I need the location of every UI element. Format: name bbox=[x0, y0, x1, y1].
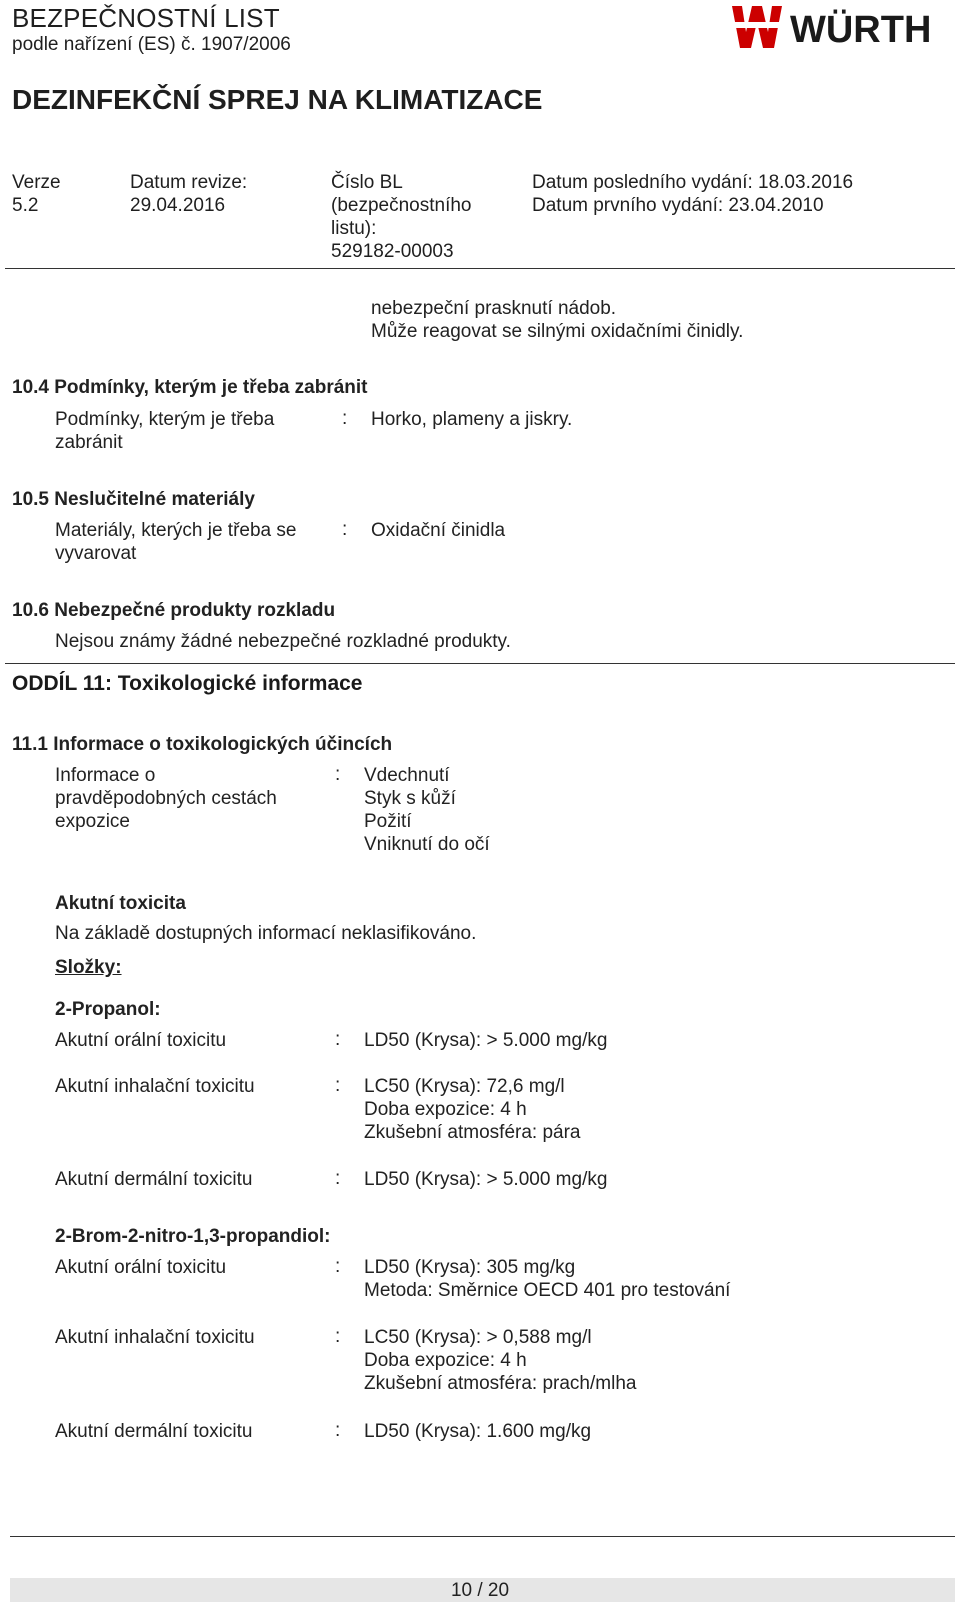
continued-text-line-2: Může reagovat se silnými oxidačními činidly. bbox=[371, 321, 744, 342]
page-number: 10 / 20 bbox=[450, 1580, 510, 1601]
exposure-route: Vdechnutí bbox=[364, 765, 450, 786]
dermal-toxicity-value: LD50 (Krysa): > 5.000 mg/kg bbox=[364, 1169, 608, 1190]
component-name: 2-Brom-2-nitro-1,3-propandiol: bbox=[55, 1226, 331, 1247]
exposure-label-line-3: expozice bbox=[55, 811, 130, 832]
conditions-label-line-1: Podmínky, kterým je třeba bbox=[55, 409, 275, 430]
dermal-toxicity-label: Akutní dermální toxicitu bbox=[55, 1421, 253, 1442]
oral-toxicity-label: Akutní orální toxicitu bbox=[55, 1257, 227, 1278]
exposure-time: Doba expozice: 4 h bbox=[364, 1099, 527, 1120]
dermal-toxicity-label: Akutní dermální toxicitu bbox=[55, 1169, 253, 1190]
exposure-time: Doba expozice: 4 h bbox=[364, 1350, 527, 1371]
section-11-heading: ODDÍL 11: Toxikologické informace bbox=[12, 672, 363, 695]
version-value: 5.2 bbox=[12, 195, 39, 216]
section-11-1-heading: 11.1 Informace o toxikologických účincích bbox=[12, 734, 393, 755]
field-colon: : bbox=[342, 408, 348, 429]
conditions-label-line-2: zabránit bbox=[55, 432, 123, 453]
field-colon: : bbox=[335, 1029, 341, 1050]
field-colon: : bbox=[335, 1326, 341, 1347]
field-colon: : bbox=[335, 1256, 341, 1277]
oral-toxicity-value: LD50 (Krysa): > 5.000 mg/kg bbox=[364, 1030, 608, 1051]
field-colon: : bbox=[335, 764, 341, 785]
dermal-toxicity-value: LD50 (Krysa): 1.600 mg/kg bbox=[364, 1421, 592, 1442]
section-10-6-heading: 10.6 Nebezpečné produkty rozkladu bbox=[12, 600, 336, 621]
section-divider bbox=[5, 663, 955, 664]
test-atmosphere: Zkušební atmosféra: pára bbox=[364, 1122, 581, 1143]
exposure-label-line-1: Informace o bbox=[55, 765, 156, 786]
component-name: 2-Propanol: bbox=[55, 999, 161, 1020]
oral-toxicity-value: LD50 (Krysa): 305 mg/kg bbox=[364, 1257, 576, 1278]
product-name: DEZINFEKČNÍ SPREJ NA KLIMATIZACE bbox=[12, 84, 543, 115]
exposure-label-line-2: pravděpodobných cestách bbox=[55, 788, 277, 809]
section-10-4-heading: 10.4 Podmínky, kterým je třeba zabránit bbox=[12, 377, 368, 398]
components-label: Složky: bbox=[55, 957, 122, 978]
materials-label-line-2: vyvarovat bbox=[55, 543, 137, 564]
revision-label: Datum revize: bbox=[130, 172, 248, 193]
document-subtitle: podle nařízení (ES) č. 1907/2006 bbox=[12, 34, 291, 55]
acute-toxicity-text: Na základě dostupných informací neklasifikováno. bbox=[55, 923, 477, 944]
decomposition-text: Nejsou známy žádné nebezpečné rozkladné produkty. bbox=[55, 631, 511, 652]
wurth-logo-icon bbox=[730, 2, 954, 52]
inhalation-toxicity-value: LC50 (Krysa): > 0,588 mg/l bbox=[364, 1327, 592, 1348]
wurth-logo bbox=[730, 2, 954, 52]
section-10-5-heading: 10.5 Neslučitelné materiály bbox=[12, 489, 255, 510]
sds-label-3: listu): bbox=[331, 218, 377, 239]
inhalation-toxicity-label: Akutní inhalační toxicitu bbox=[55, 1076, 255, 1097]
materials-label-line-1: Materiály, kterých je třeba se bbox=[55, 520, 297, 541]
field-colon: : bbox=[335, 1075, 341, 1096]
exposure-route: Vniknutí do očí bbox=[364, 834, 490, 855]
sds-label-1: Číslo BL bbox=[331, 172, 403, 193]
sds-number: 529182-00003 bbox=[331, 241, 454, 262]
field-colon: : bbox=[342, 519, 348, 540]
continued-text-line-1: nebezpeční prasknutí nádob. bbox=[371, 298, 617, 319]
first-issue-date: Datum prvního vydání: 23.04.2010 bbox=[532, 195, 824, 216]
header-divider bbox=[5, 268, 955, 269]
acute-toxicity-heading: Akutní toxicita bbox=[55, 893, 186, 914]
field-colon: : bbox=[335, 1168, 341, 1189]
footer-divider bbox=[10, 1536, 955, 1537]
version-label: Verze bbox=[12, 172, 61, 193]
conditions-value: Horko, plameny a jiskry. bbox=[371, 409, 573, 430]
oral-toxicity-label: Akutní orální toxicitu bbox=[55, 1030, 227, 1051]
inhalation-toxicity-label: Akutní inhalační toxicitu bbox=[55, 1327, 255, 1348]
sds-label-2: (bezpečnostního bbox=[331, 195, 472, 216]
last-issue-date: Datum posledního vydání: 18.03.2016 bbox=[532, 172, 854, 193]
test-method: Metoda: Směrnice OECD 401 pro testování bbox=[364, 1280, 731, 1301]
brand-text: WÜRTH bbox=[790, 9, 932, 51]
document-title: BEZPEČNOSTNÍ LIST bbox=[12, 3, 280, 33]
inhalation-toxicity-value: LC50 (Krysa): 72,6 mg/l bbox=[364, 1076, 565, 1097]
exposure-route: Styk s kůží bbox=[364, 788, 456, 809]
exposure-route: Požití bbox=[364, 811, 412, 832]
revision-value: 29.04.2016 bbox=[130, 195, 226, 216]
field-colon: : bbox=[335, 1420, 341, 1441]
materials-value: Oxidační činidla bbox=[371, 520, 506, 541]
test-atmosphere: Zkušební atmosféra: prach/mlha bbox=[364, 1373, 637, 1394]
